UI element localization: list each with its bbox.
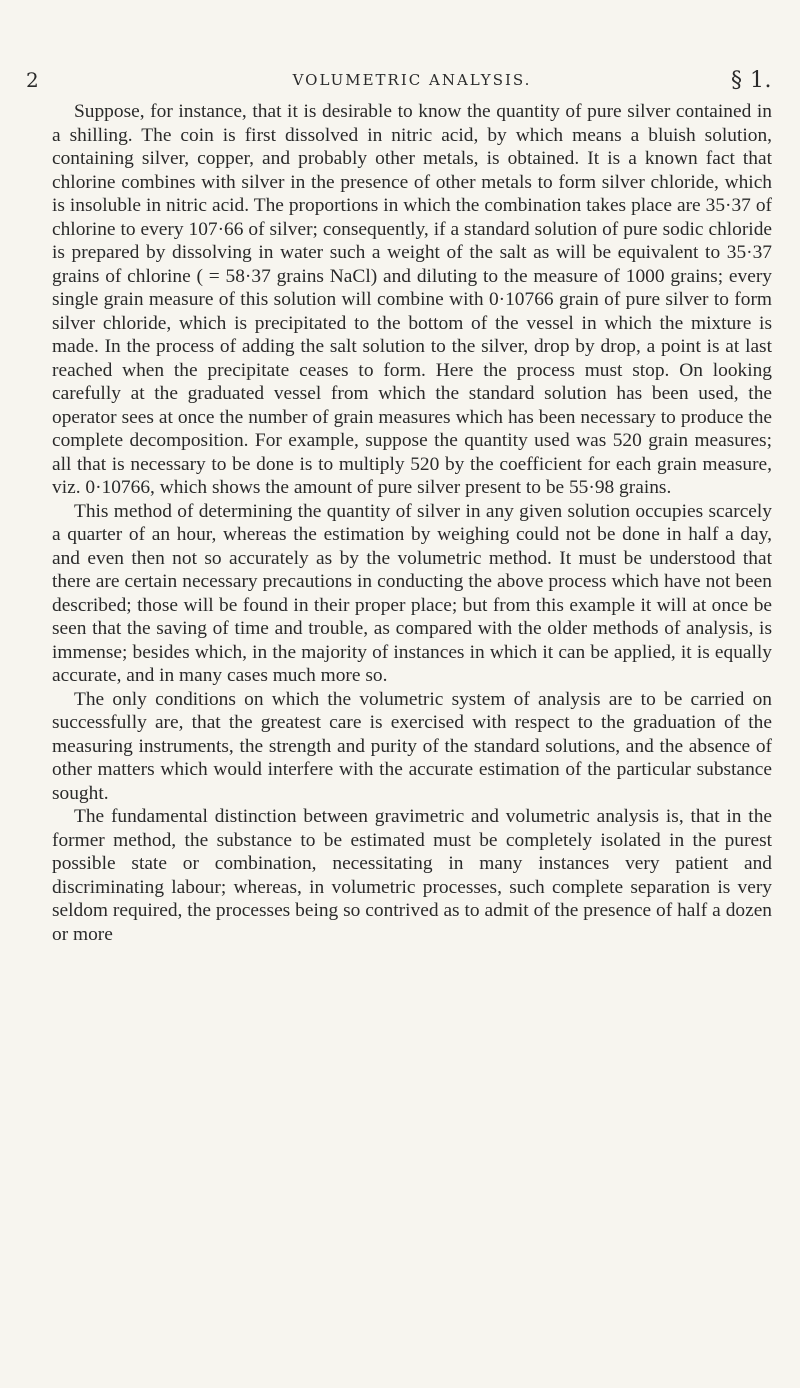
paragraph-time-saving: This method of determining the quantity of silver in any given solution occupies scarcely a quarter of an hour, whereas the estimation by weighing could not be done in half a day, and even then not so accurately as by the volumetric method. It must be understood that there are certain necessary precautions in conducting the above process which have not been described; those will be found in their proper place; but from this example it will at once be seen that the saving of time and trouble, as compared with the older methods of analysis, is immense; besides which, in the majority of instances in which it can be applied, it is equally accurate, and in many cases much more so. xyxy=(52,500,772,686)
paragraph-shilling-example: Suppose, for instance, that it is desirable to know the quantity of pure silver contained in a shilling. The coin is first dissolved in nitric acid, by which means a bluish solution, containing silver, copper, and probably other metals, is obtained. It is a known fact that chlorine combines with silver in the presence of other metals to form silver chloride, which is insoluble in nitric acid. The proportions in which the combination takes place are 35·37 of chlorine to every 107·66 of silver; consequently, if a standard solution of pure sodic chloride is prepared by dissolving in water such a weight of the salt as will be equivalent to 35·37 grains of chlorine ( = 58·37 grains NaCl) and diluting to the measure of 1000 grains; every single grain measure of this solution will combine with 0·10766 grain of pure silver to form silver chloride, which is precipitated to the bottom of the vessel in which the mixture is made. In the process of adding the salt solution to the silver, drop by drop, a point is at last reached when the precipitate ceases to form. Here the process must stop. On looking carefully at the graduated vessel from which the standard solution has been used, the operator sees at once the number of grain measures which has been necessary to produce the complete decomposition. For example, suppose the quantity used was 520 grain measures; all that is necessary to be done is to multiply 520 by the coefficient for each grain measure, viz. 0·10766, which shows the amount of pure silver present to be 55·98 grains. xyxy=(52,101,772,498)
running-head xyxy=(26,68,772,98)
book-page xyxy=(26,0,772,1388)
section-marker: § 1. xyxy=(731,68,772,93)
page-number: 2 xyxy=(26,68,40,92)
body-text xyxy=(52,100,772,946)
paragraph-fundamental-distinction: The fundamental distinction between gravimetric and volumetric analysis is, that in the former method, the substance to be estimated must be completely isolated in the purest possible state or combination, necessitating in many instances very patient and discriminating labour; whereas, in volumetric processes, such complete separation is very seldom required, the processes being so contrived as to admit of the presence of half a dozen or more xyxy=(52,806,772,945)
running-title: VOLUMETRIC ANALYSIS. xyxy=(292,71,532,89)
paragraph-conditions: The only conditions on which the volumetric system of analysis are to be carried on successfully are, that the greatest care is exercised with respect to the graduation of the measuring instruments, the strength and purity of the standard solutions, and the absence of other matters which would interfere with the accurate estimation of the particular substance sought. xyxy=(52,688,772,804)
